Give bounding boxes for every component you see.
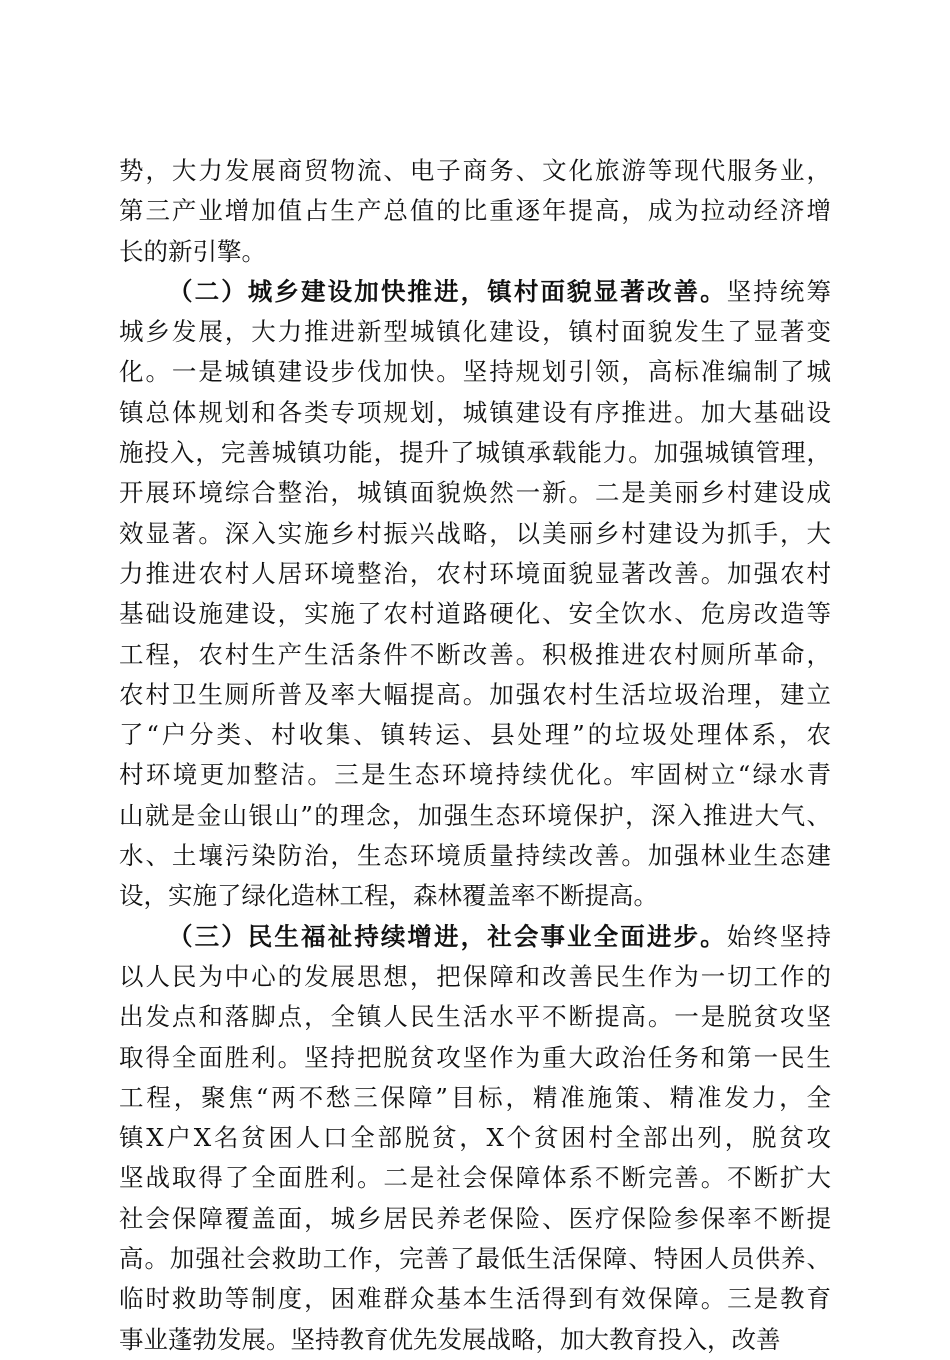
text-run: 镇X户X名贫困人口全部脱贫，X个贫困村全部出列，脱贫攻 <box>119 1123 831 1153</box>
text-line <box>119 836 831 876</box>
text-line <box>119 272 831 312</box>
text-line <box>119 876 831 916</box>
text-line <box>119 917 831 957</box>
text-run: 坚战取得了全面胜利。二是社会保障体系不断完善。不断扩大 <box>119 1163 831 1193</box>
text-run: 开展环境综合整治，城镇面貌焕然一新。二是美丽乡村建设成 <box>119 478 831 508</box>
text-run: 第三产业增加值占生产总值的比重逐年提高，成为拉动经济增 <box>119 196 831 226</box>
text-run: 长的新引擎。 <box>119 236 266 266</box>
text-line <box>119 957 831 997</box>
text-line <box>119 312 831 352</box>
text-line <box>119 1038 831 1078</box>
text-run: 村环境更加整洁。三是生态环境持续优化。牢固树立“绿水青 <box>119 760 831 790</box>
paragraph <box>119 151 831 272</box>
text-run: 出发点和落脚点，全镇人民生活水平不断提高。一是脱贫攻坚 <box>119 1002 831 1032</box>
text-line <box>119 514 831 554</box>
text-line <box>119 1078 831 1118</box>
text-line <box>119 433 831 473</box>
text-run: 高。加强社会救助工作，完善了最低生活保障、特困人员供养、 <box>119 1244 831 1274</box>
text-run: 始终坚持 <box>726 921 831 951</box>
text-run: 效显著。深入实施乡村振兴战略，以美丽乡村建设为抓手，大 <box>119 518 831 548</box>
text-line <box>119 675 831 715</box>
text-run: 基础设施建设，实施了农村道路硬化、安全饮水、危房改造等 <box>119 599 831 629</box>
text-run: 化。一是城镇建设步伐加快。坚持规划引领，高标准编制了城 <box>119 357 831 387</box>
text-line <box>119 715 831 755</box>
text-line <box>119 1118 831 1158</box>
section-heading: （二）城乡建设加快推进，镇村面貌显著改善。 <box>168 276 727 306</box>
text-line <box>119 554 831 594</box>
text-run: 以人民为中心的发展思想，把保障和改善民生作为一切工作的 <box>119 961 831 991</box>
text-line <box>119 1320 831 1360</box>
text-run: 水、土壤污染防治，生态环境质量持续改善。加强林业生态建 <box>119 841 831 871</box>
text-run: 工程，农村生产生活条件不断改善。积极推进农村厕所革命， <box>119 639 831 669</box>
text-line <box>119 1158 831 1198</box>
text-line <box>119 1279 831 1319</box>
text-line <box>119 796 831 836</box>
text-line <box>119 997 831 1037</box>
text-run: 临时救助等制度，困难群众基本生活得到有效保障。三是教育 <box>119 1284 831 1314</box>
text-run: 坚持统筹 <box>726 276 831 306</box>
text-run: 势，大力发展商贸物流、电子商务、文化旅游等现代服务业， <box>119 156 831 185</box>
text-run: 力推进农村人居环境整治，农村环境面貌显著改善。加强农村 <box>119 558 831 588</box>
text-run: 取得全面胜利。坚持把脱贫攻坚作为重大政治任务和第一民生 <box>119 1042 831 1072</box>
text-line <box>119 352 831 392</box>
text-run: 镇总体规划和各类专项规划，城镇建设有序推进。加大基础设 <box>119 397 831 427</box>
text-line <box>119 1199 831 1239</box>
text-line <box>119 232 831 272</box>
text-line <box>119 1239 831 1279</box>
body-text <box>119 151 831 1360</box>
paragraph <box>119 272 831 917</box>
section-heading: （三）民生福祉持续增进，社会事业全面进步。 <box>168 921 727 951</box>
text-line <box>119 755 831 795</box>
text-run: 城乡发展，大力推进新型城镇化建设，镇村面貌发生了显著变 <box>119 317 831 347</box>
text-line <box>119 473 831 513</box>
text-line <box>119 594 831 634</box>
text-line <box>119 635 831 675</box>
text-run: 山就是金山银山”的理念，加强生态环境保护，深入推进大气、 <box>119 800 831 830</box>
text-run: 社会保障覆盖面，城乡居民养老保险、医疗保险参保率不断提 <box>119 1203 831 1233</box>
text-run: 工程，聚焦“两不愁三保障”目标，精准施策、精准发力，全 <box>119 1082 831 1112</box>
text-run: 施投入，完善城镇功能，提升了城镇承载能力。加强城镇管理， <box>119 438 831 468</box>
text-run: 事业蓬勃发展。坚持教育优先发展战略，加大教育投入，改善 <box>119 1324 781 1354</box>
text-line <box>119 393 831 433</box>
text-run: 农村卫生厕所普及率大幅提高。加强农村生活垃圾治理，建立 <box>119 679 831 709</box>
text-line <box>119 151 831 191</box>
text-line <box>119 191 831 231</box>
text-run: 了“户分类、村收集、镇转运、县处理”的垃圾处理体系，农 <box>119 720 831 750</box>
paragraph <box>119 917 831 1360</box>
text-run: 设，实施了绿化造林工程，森林覆盖率不断提高。 <box>119 881 658 911</box>
